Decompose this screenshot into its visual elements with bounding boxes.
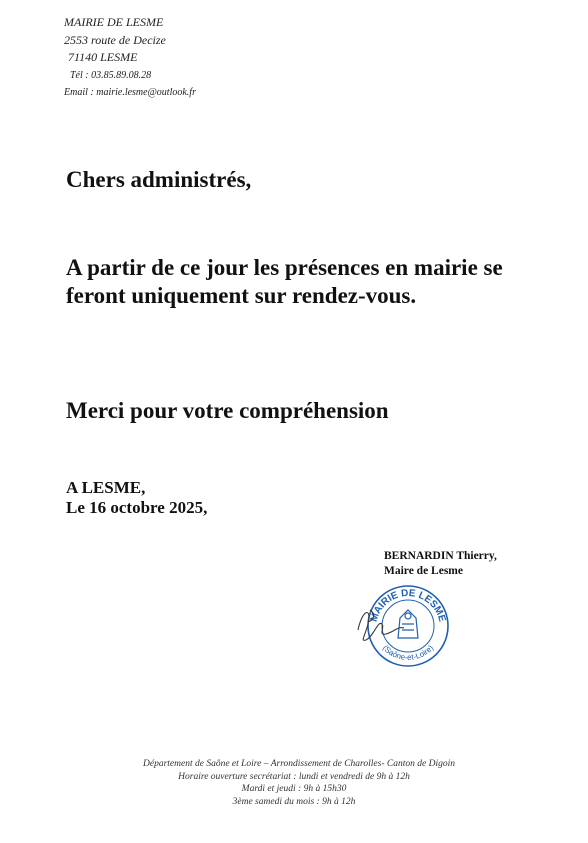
greeting: Chers administrés, <box>66 167 252 192</box>
official-stamp <box>352 580 464 670</box>
mairie-postcode-city: 71140 LESME <box>68 50 138 64</box>
footer-hours-mon-fri: Horaire ouverture secrétariat : lundi et vendredi de 9h à 12h <box>178 771 410 782</box>
footer-hours-saturday: 3ème samedi du mois : 9h à 12h <box>232 796 356 807</box>
footer <box>0 758 588 808</box>
date-line: Le 16 octobre 2025, <box>66 498 208 517</box>
stamp-top-text: MAIRIE DE LESME <box>368 587 448 624</box>
stamp-emblem-icon <box>398 610 418 638</box>
footer-department: Département de Saône et Loire – Arrondissement de Charolles- Canton de Digoin <box>143 759 455 769</box>
place-line: A LESME, <box>66 478 146 497</box>
footer-hours-tue-thu: Mardi et jeudi : 9h à 15h30 <box>241 784 347 794</box>
mairie-email: Email : mairie.lesme@outlook.fr <box>64 87 196 98</box>
mairie-name: MAIRIE DE LESME <box>64 15 164 29</box>
signature-block <box>384 549 497 579</box>
thanks-line: Merci pour votre compréhension <box>66 398 389 423</box>
signatory-name: BERNARDIN Thierry, <box>384 550 497 562</box>
signatory-title: Maire de Lesme <box>384 565 463 577</box>
stamp-bottom-text: (Saône-et-Loire) <box>380 643 436 663</box>
announcement-message: A partir de ce jour les présences en mairie se feront uniquement sur rendez-vous. <box>66 255 503 308</box>
place-date <box>66 478 207 518</box>
mairie-phone: Tél : 03.85.89.08.28 <box>70 69 152 81</box>
mairie-address: 2553 route de Decize <box>64 32 166 47</box>
letterhead <box>64 14 196 102</box>
